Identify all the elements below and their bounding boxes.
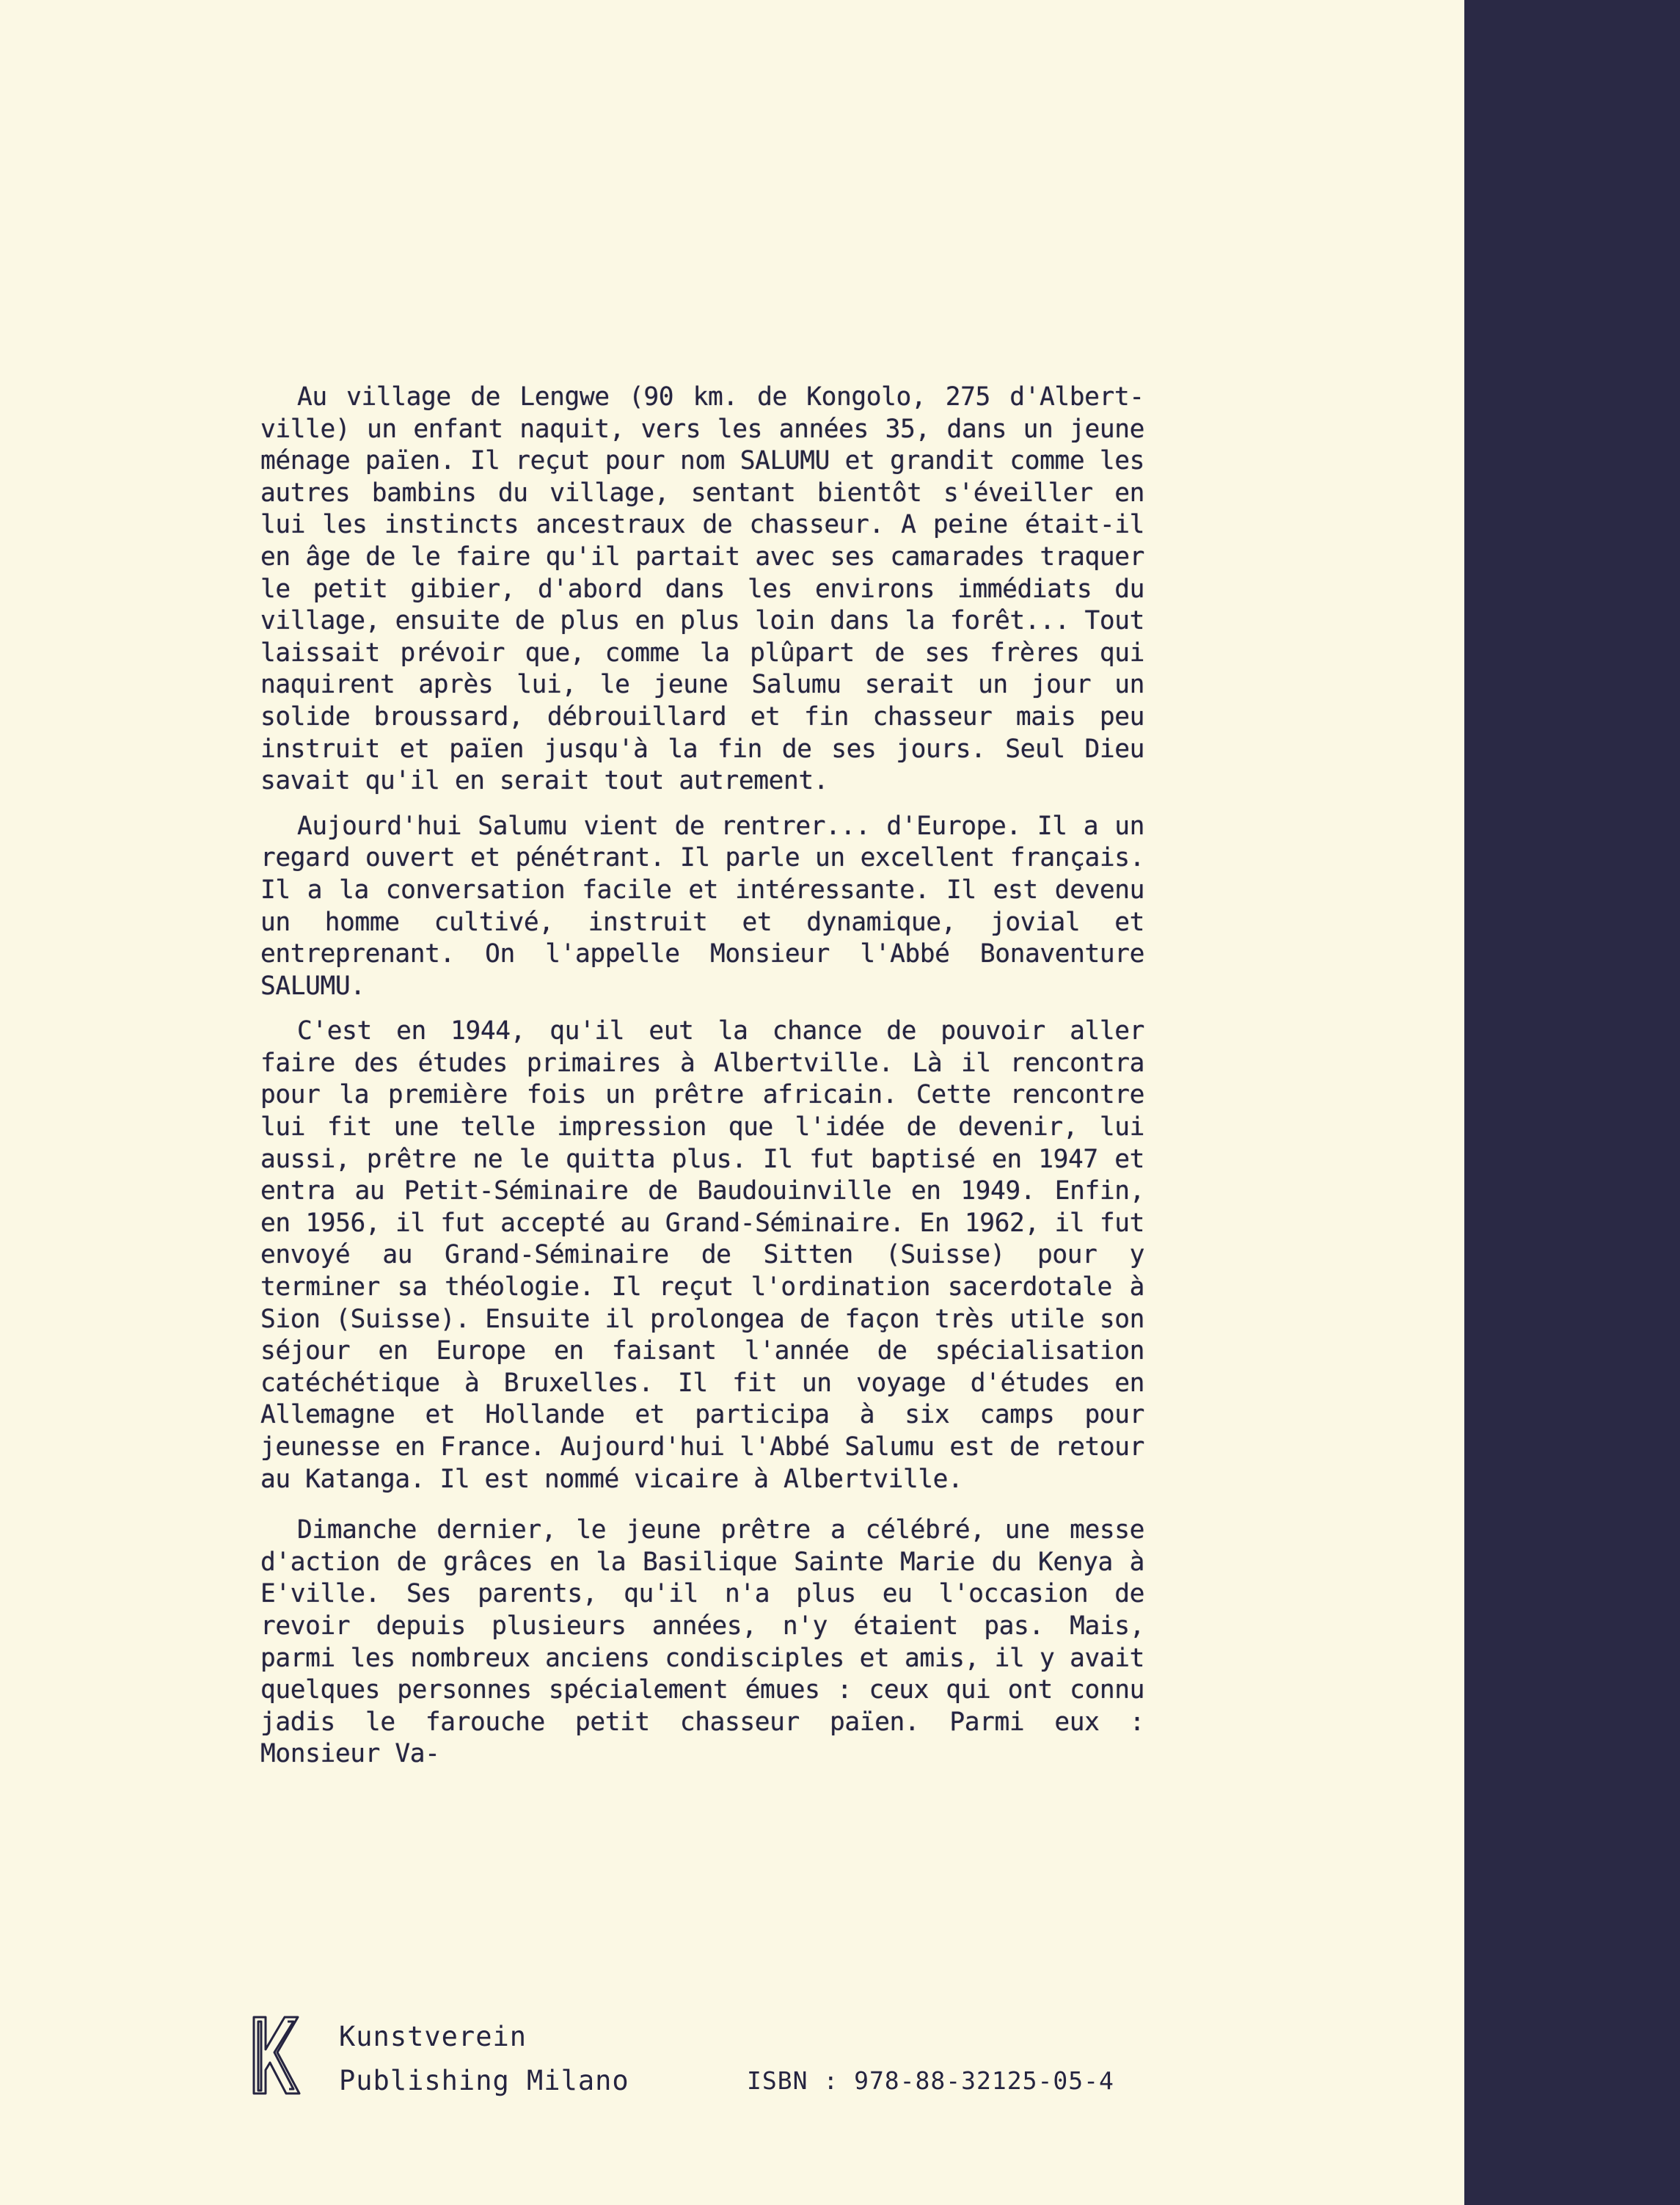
isbn-label: ISBN : 978-88-32125-05-4: [747, 2066, 1114, 2095]
publisher-name: [339, 2015, 629, 2103]
article-paragraph-4: Dimanche dernier, le jeune prêtre a célébré, une messe d'action de grâces en la Basilique Sainte Marie du Kenya à E'ville. Ses parents, qu'il n'a plus eu l'occasion de revoir depuis plusieurs années, n'y étaient pas. Mais, parmi les nombreux anciens condisciples et amis, il y avait quelques personnes spécialement émues : ceux qui ont connu jadis le farouche petit chasseur païen. Parmi eux : Monsieur Va-: [260, 1515, 1144, 1769]
publisher-line-1: Kunstverein: [339, 2021, 527, 2052]
dark-spine-band: [1464, 0, 1680, 2205]
article-paragraph-3: C'est en 1944, qu'il eut la chance de pouvoir aller faire des études primaires à Albertville. Là il rencontra pour la première fois un prêtre africain. Cette rencontre lui fit une telle impression que l'idée de devenir, lui aussi, prêtre ne le quitta plus. Il fut baptisé en 1947 et entra au Petit-Séminaire de Baudouinville en 1949. Enfin, en 1956, il fut accepté au Grand-Séminaire. En 1962, il fut envoyé au Grand-Séminaire de Sitten (Suisse) pour y terminer sa théologie. Il reçut l'ordination sacerdotale à Sion (Suisse). Ensuite il prolongea de façon très utile son séjour en Europe en faisant l'année de spécialisation catéchétique à Bruxelles. Il fit un voyage d'études en Allemagne et Hollande et participa à six camps pour jeunesse en France. Aujourd'hui l'Abbé Salumu est de retour au Katanga. Il est nommé vicaire à Albertville.: [260, 1016, 1144, 1494]
article-paragraph-2: Aujourd'hui Salumu vient de rentrer... d'Europe. Il a un regard ouvert et pénétrant. Il parle un excellent français. Il a la conversation facile et intéressante. Il est devenu un homme cultivé, instruit et dynamique, jovial et entreprenant. On l'appelle Monsieur l'Abbé Bonaventure SALUMU.: [260, 811, 1144, 1001]
k-monogram-icon: [249, 2014, 304, 2096]
article-paragraph-1: Au village de Lengwe (90 km. de Kongolo, 275 d'Albertville) un enfant naquit, vers les années 35, dans un jeune ménage païen. Il reçut pour nom SALUMU et grandit comme les autres bambins du village, sentant bientôt s'éveiller en lui les instincts ancestraux de chasseur. A peine était-il en âge de le faire qu'il partait avec ses camarades traquer le petit gibier, d'abord dans les environs immédiats du village, ensuite de plus en plus loin dans la forêt... Tout laissait prévoir que, comme la plûpart de ses frères qui naquirent après lui, le jeune Salumu serait un jour un solide broussard, débrouillard et fin chasseur mais peu instruit et païen jusqu'à la fin de ses jours. Seul Dieu savait qu'il en serait tout autrement.: [260, 382, 1144, 796]
article-clipping: [260, 382, 1144, 1784]
publisher-footer: [249, 2011, 1159, 2113]
publisher-line-2: Publishing Milano: [339, 2065, 629, 2096]
